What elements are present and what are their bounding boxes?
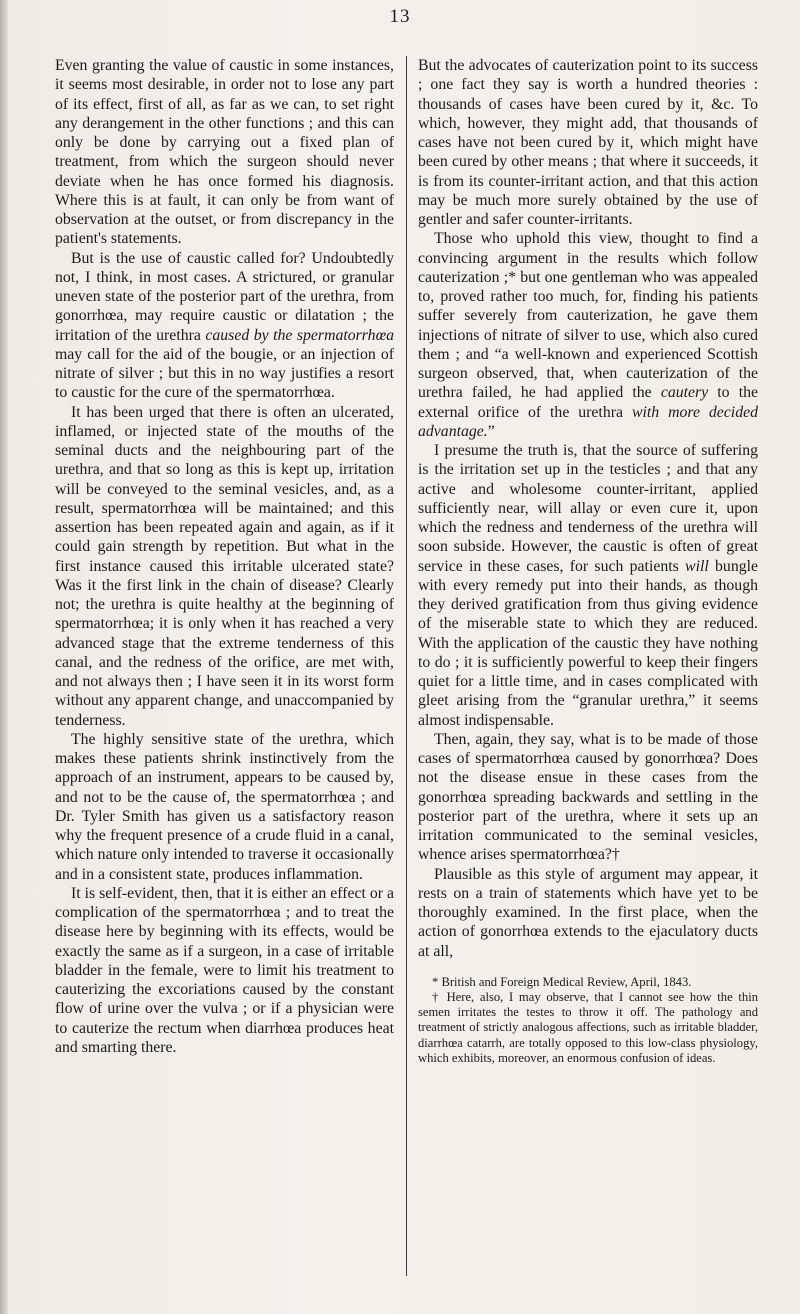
italic-run: caused by the spermatorrhœa: [205, 326, 395, 344]
text-run: But is the use of caustic called for? Undoubtedly not, I think, in most cases. A strictured, or granular uneven state of the posterior part of the urethra, from gonorrhœa, may require caustic or dilatation ; the irritation of the urethra: [55, 249, 394, 344]
paragraph: It is self-evident, then, that it is either an effect or a complication of the spermatorrhœa ; and to treat the disease here by beginning with its effects, would be exactly the same as if a surgeon, in a case of irritable bladder in the female, were to limit his treatment to cauterizing the excoriations caused by the constant flow of urine over the vulva ; or if a physician were to cauterize the rectum when diarrhœa produces heat and smarting there.: [55, 884, 394, 1056]
left-column: [55, 56, 394, 1057]
paragraph: Then, again, they say, what is to be made of those cases of spermatorrhœa caused by gonorrhœa? Does not the disease ensue in these cases from the gonorrhœa spreading backwards and settling in the posterior part of the urethra, where it sets up an irritation communicated to the seminal vesicles, whence arises spermatorrhœa?†: [418, 730, 758, 864]
text-run: I presume the truth is, that the source of suffering is the irritation set up in the testicles ; and that any active and wholesome counter-irritant, applied sufficiently near, will allay or even cure it, upon which the redness and tenderness of the urethra will soon subside. However, the caustic is often of great service in these cases, for such patients: [418, 442, 758, 575]
paragraph: The highly sensitive state of the urethra, which makes these patients shrink instinctively from the approach of an instrument, appears to be caused by, and not to be the cause of, the spermatorrhœa ; and Dr. Tyler Smith has given us a satisfactory reason why the frequent presence of a crude fluid in a canal, which nature only intended to traverse it occasionally and in a consistent state, produces inflammation.: [55, 730, 394, 883]
text-run: may call for the aid of the bougie, or an injection of nitrate of silver ; but this in no way justifies a resort to caustic for the cure of the spermatorrhœa.: [55, 345, 394, 402]
column-divider: [406, 56, 407, 1276]
paragraph: But the advocates of cauterization point to its success ; one fact they say is worth a hundred theories : thousands of cases have been cured by it, &c. To which, however, they might add, that thousands of cases have not been cured by it, which might have been cured by other means ; that where it succeeds, it is from its counter-irritant action, and that this action may be much more surely obtained by the use of gentler and safer counter-irritants.: [418, 57, 758, 228]
paragraph: [55, 249, 394, 403]
paragraph: [418, 229, 758, 441]
paragraph: It has been urged that there is often an ulcerated, inflamed, or injected state of the mouths of the seminal ducts and the neighbouring part of the urethra, and that so long as this is kept up, irritation will be conveyed to the seminal vesicles, and, as a result, spermatorrhœa will be maintained; and this assertion has been repeated again and again, as if it could gain strength by repetition. But what in the first instance caused this irritable ulcerated state? Was it the first link in the chain of disease? Clearly not; the urethra is quite healthy at the beginning of spermatorrhœa; it is only when it has reached a very advanced stage that the extreme tenderness of this canal, and the redness of the orifice, are met with, and not always then ; I have seen it in its worst form without any apparent change, and unaccompanied by tenderness.: [55, 403, 394, 729]
italic-run: with more decided advantage.: [418, 403, 759, 440]
footnote: * British and Foreign Medical Review, April, 1843.: [432, 974, 692, 989]
right-column: [418, 56, 758, 1066]
page-edge-shadow: [0, 0, 8, 1314]
paragraph: Even granting the value of caustic in some instances, it seems most desirable, in order not to lose any part of its effect, first of all, as far as we can, to set right any derangement in the other functions ; and this can only be done by carrying out a fixed plan of treatment, from which the surgeon should never deviate when he has once formed his diagnosis. Where this is at fault, it can only be from want of observation at the outset, or from discrepancy in the patient's statements.: [55, 57, 394, 248]
italic-run: cautery: [660, 384, 709, 402]
paragraph: Plausible as this style of argument may appear, it rests on a train of statements which have yet to be thoroughly examined. In the first place, when the action of gonorrhœa extends to the ejaculatory ducts at all,: [418, 865, 758, 960]
page-number: 13: [389, 6, 411, 27]
text-run: bungle with every remedy put into their hands, as though they derived gratification from thus giving evidence of the miserable state to which they are reduced. With the application of the caustic they have nothing to do ; it is sufficiently powerful to keep their fingers quiet for a little time, and in cases complicated with gleet arising from the “granular urethra,” it seems almost indispensable.: [418, 557, 759, 729]
footnote: † Here, also, I may observe, that I cannot see how the thin semen irritates the testes to throw it off. The pathology and treatment of strictly analogous affections, such as irritable bladder, diarrhœa catarrh, are totally opposed to this low-class physiology, which exhibits, moreover, an enormous confusion of ideas.: [418, 989, 758, 1065]
text-run: Those who uphold this view, thought to find a convincing argument in the results which follow cauterization ;* but one gentleman who was appealed to, proved rather too much, for, finding his patients suffer severely from cauterization, he gave them injections of nitrate of silver to use, which also cured them ; and “a well-known and experienced Scottish surgeon observed, that, when cauterization of the urethra failed, he had applied the: [418, 230, 758, 402]
text-run: to the external orifice of the urethra: [418, 384, 758, 421]
text-run: ”: [487, 422, 495, 440]
footnotes: [418, 975, 758, 1066]
paragraph: [418, 441, 758, 730]
italic-run: will: [685, 557, 709, 575]
